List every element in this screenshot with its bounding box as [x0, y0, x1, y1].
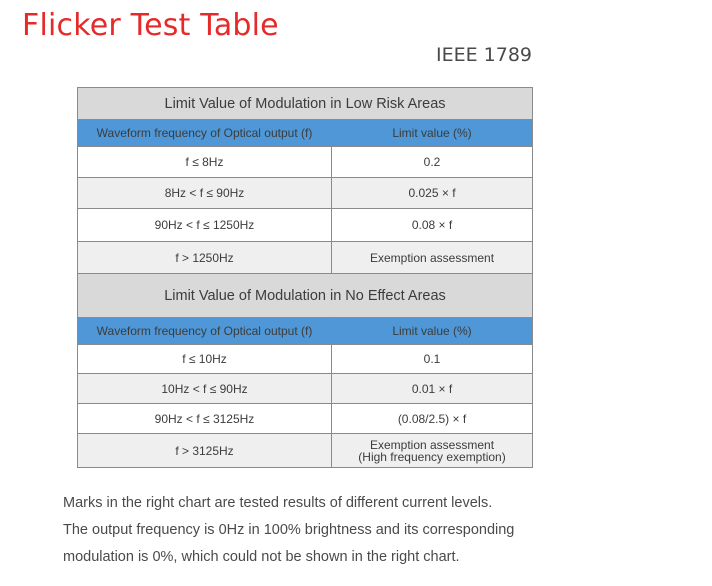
section-heading-no-effect: Limit Value of Modulation in No Effect Areas: [78, 274, 533, 318]
column-header-limit: Limit value (%): [332, 120, 533, 147]
page-title: Flicker Test Table: [22, 8, 279, 43]
table-row: [78, 345, 533, 374]
frequency-cell: f ≤ 8Hz: [78, 147, 332, 178]
table-row: [78, 374, 533, 404]
column-header-row: [78, 120, 533, 147]
table-row: [78, 147, 533, 178]
limit-cell: 0.1: [332, 345, 533, 374]
column-header-frequency: Waveform frequency of Optical output (f): [78, 120, 332, 147]
frequency-cell: 90Hz < f ≤ 3125Hz: [78, 404, 332, 434]
limit-cell: 0.2: [332, 147, 533, 178]
section-heading-row: [78, 274, 533, 318]
footnote-line: Marks in the right chart are tested results of different current levels.: [63, 495, 493, 511]
table-row: [78, 434, 533, 468]
frequency-cell: f ≤ 10Hz: [78, 345, 332, 374]
limit-cell-line-1: Exemption assessment: [369, 437, 495, 452]
frequency-cell: 10Hz < f ≤ 90Hz: [78, 374, 332, 404]
limit-cell: 0.025 × f: [332, 178, 533, 209]
column-header-row: [78, 318, 533, 345]
frequency-cell: f > 1250Hz: [78, 242, 332, 274]
column-header-frequency: Waveform frequency of Optical output (f): [78, 318, 332, 345]
section-heading-row: [78, 88, 533, 120]
column-header-limit: Limit value (%): [332, 318, 533, 345]
limit-cell: Exemption assessment: [332, 242, 533, 274]
standard-label: IEEE 1789: [436, 44, 533, 66]
limit-cell: [332, 434, 533, 468]
footnote-line: modulation is 0%, which could not be shown in the right chart.: [63, 549, 460, 565]
frequency-cell: 90Hz < f ≤ 1250Hz: [78, 209, 332, 242]
footnote-line: The output frequency is 0Hz in 100% brightness and its corresponding: [63, 522, 515, 538]
limit-cell: (0.08/2.5) × f: [332, 404, 533, 434]
section-heading-low-risk: Limit Value of Modulation in Low Risk Areas: [78, 88, 533, 120]
flicker-test-table: [77, 87, 533, 468]
frequency-cell: f > 3125Hz: [78, 434, 332, 468]
table-row: [78, 404, 533, 434]
frequency-cell: 8Hz < f ≤ 90Hz: [78, 178, 332, 209]
limit-cell: 0.01 × f: [332, 374, 533, 404]
limit-cell: 0.08 × f: [332, 209, 533, 242]
table-row: [78, 242, 533, 274]
footnote: [63, 490, 703, 571]
limit-cell-line-2: (High frequency exemption): [358, 449, 506, 464]
table-row: [78, 178, 533, 209]
table-row: [78, 209, 533, 242]
